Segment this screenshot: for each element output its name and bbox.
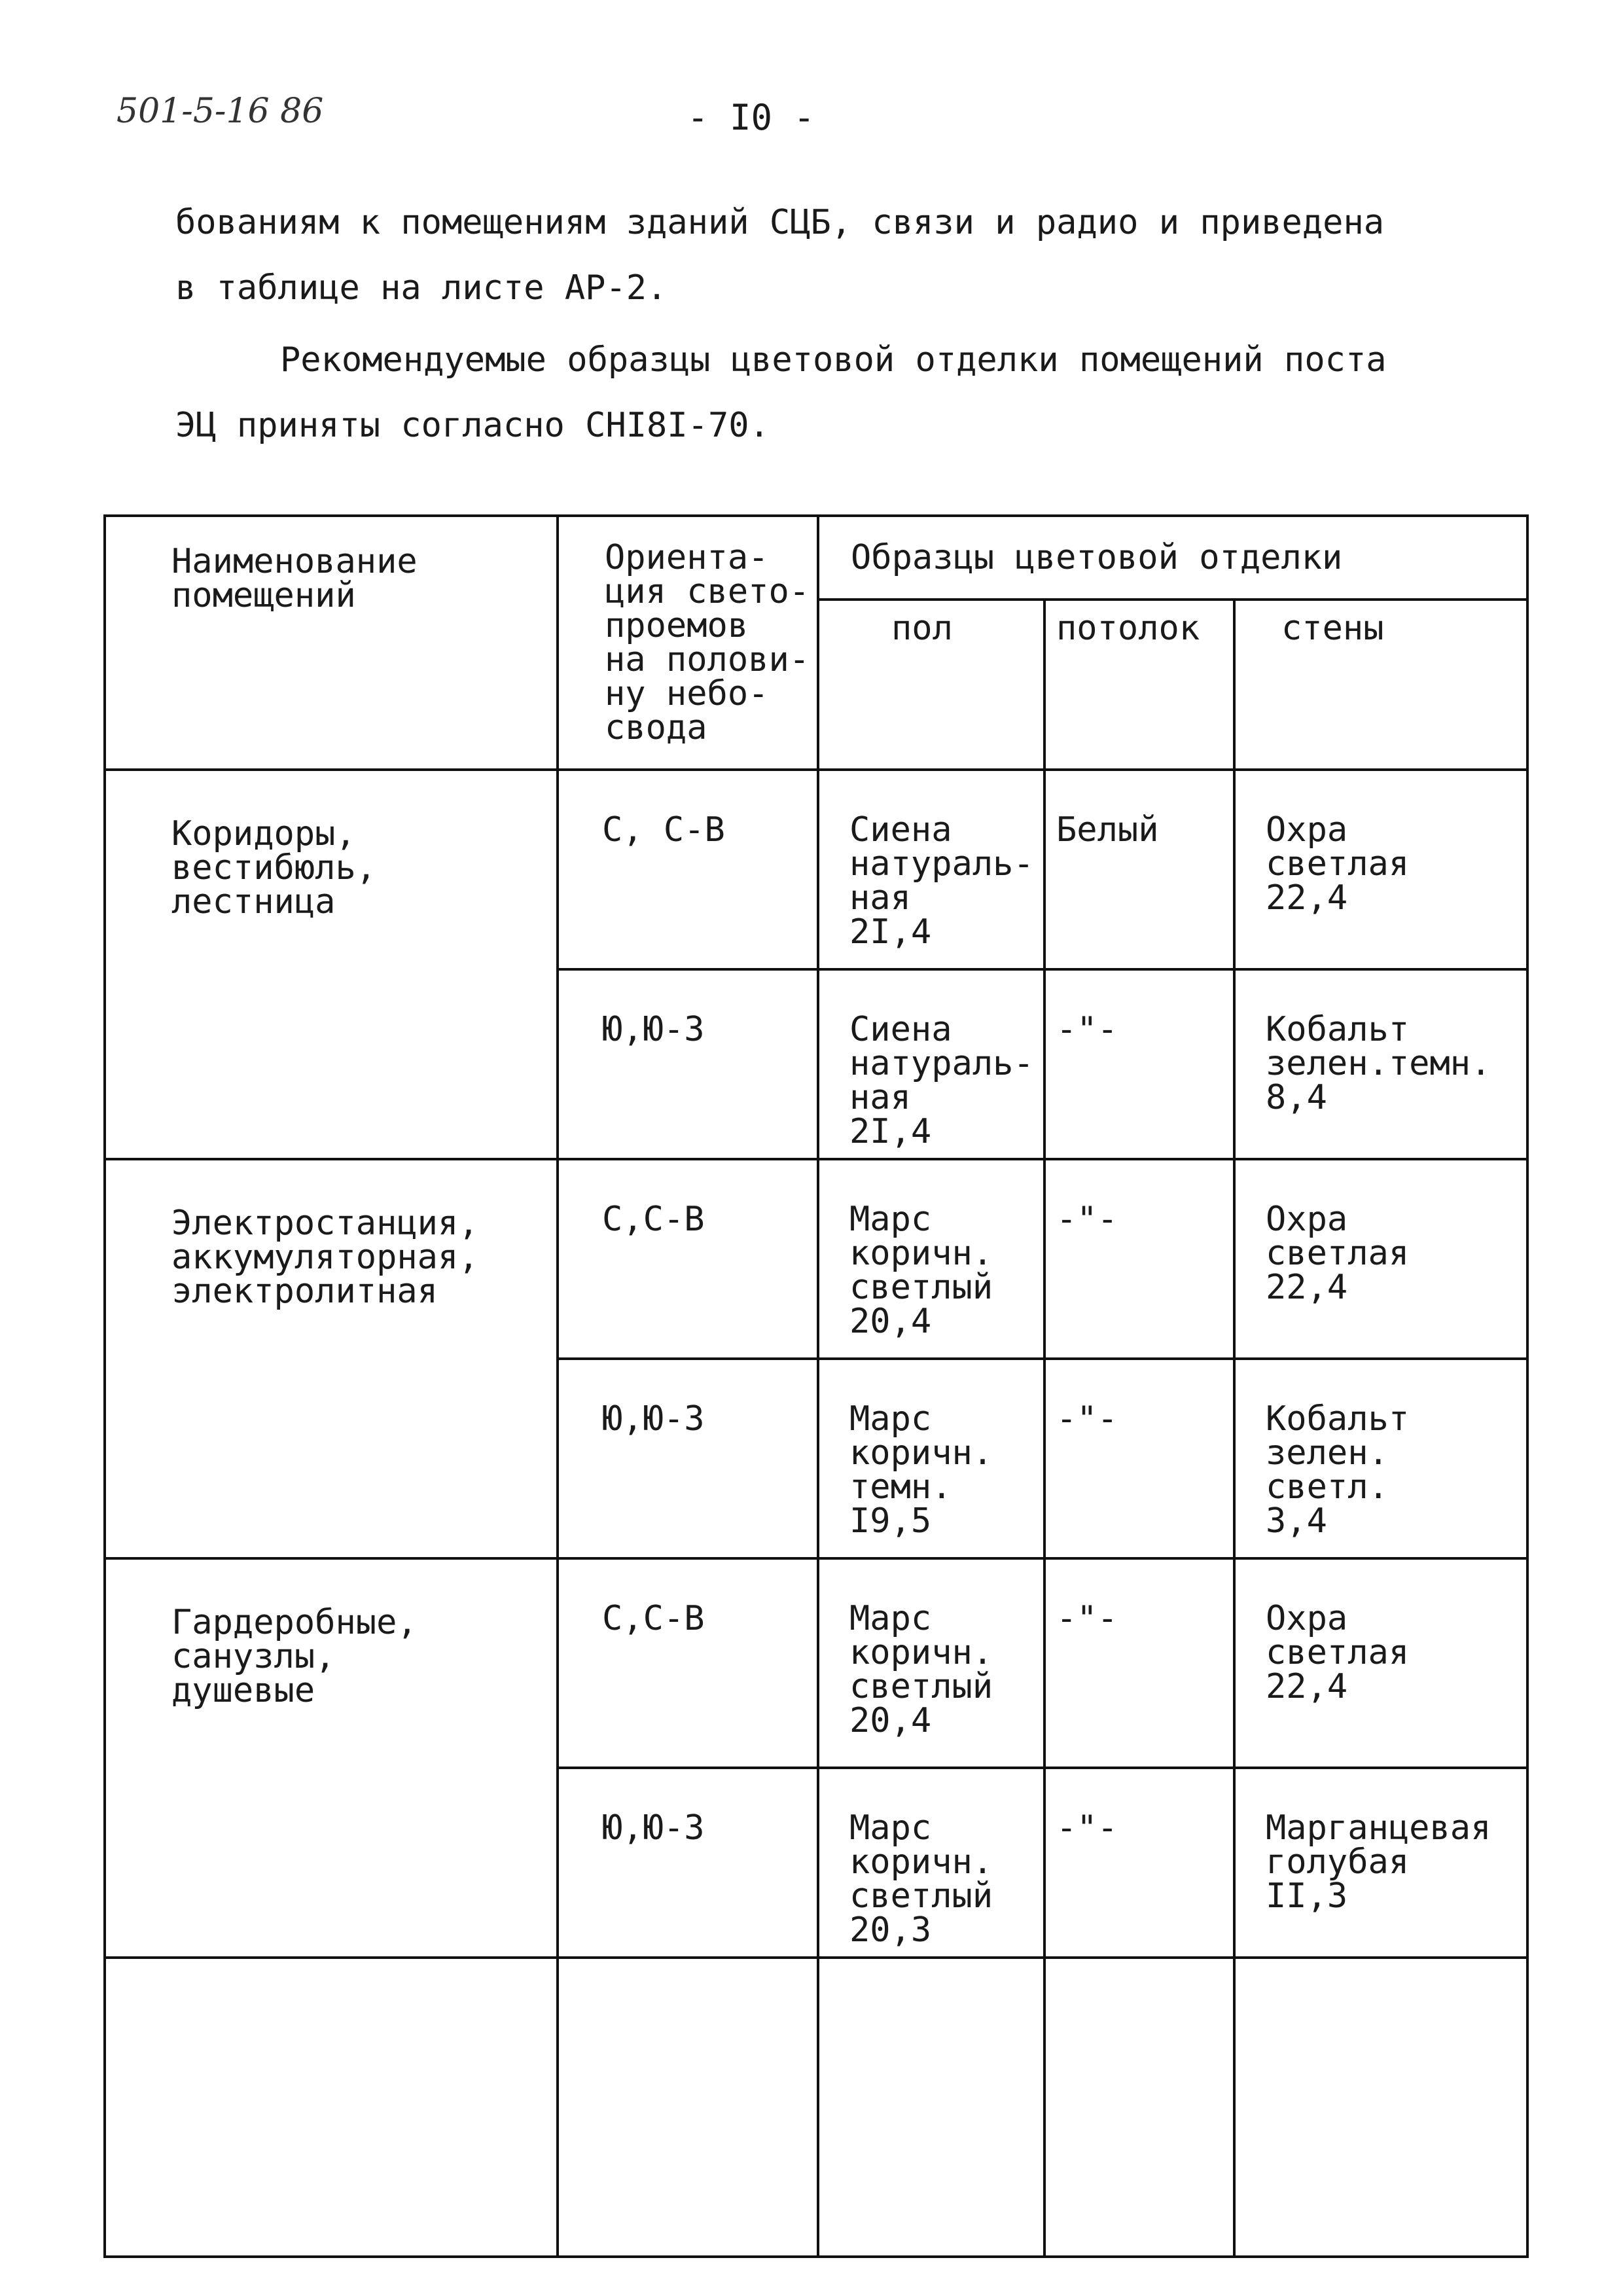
- floor-cell: Марс коричн. светлый 20,4: [818, 1159, 1044, 1359]
- page-number: - I0 -: [687, 97, 815, 138]
- header-orientation: Ориента- ция свето- проемов на полови- ну небо- свода: [558, 516, 818, 770]
- empty-cell: [1234, 1958, 1527, 2257]
- empty-cell: [1044, 1958, 1234, 2257]
- text-line: в таблице на листе АР-2.: [175, 268, 668, 308]
- ceiling-cell: -"-: [1044, 1558, 1234, 1768]
- ceiling-cell: -"-: [1044, 1159, 1234, 1359]
- orientation-cell: Ю,Ю-З: [558, 969, 818, 1159]
- orientation-cell: Ю,Ю-З: [558, 1768, 818, 1958]
- empty-cell: [558, 1958, 818, 2257]
- paragraph-2: [175, 327, 1387, 458]
- walls-cell: Кобальт зелен.темн. 8,4: [1234, 969, 1527, 1159]
- color-finish-table: [103, 514, 1529, 2258]
- floor-cell: Марс коричн. темн. I9,5: [818, 1359, 1044, 1558]
- room-name-cell: Гардеробные, санузлы, душевые: [105, 1558, 558, 1958]
- room-name-cell: Коридоры, вестибюль, лестница: [105, 770, 558, 1159]
- ceiling-cell: -"-: [1044, 1768, 1234, 1958]
- walls-cell: Охра светлая 22,4: [1234, 1159, 1527, 1359]
- walls-cell: Марганцевая голубая II,3: [1234, 1768, 1527, 1958]
- ceiling-cell: Белый: [1044, 770, 1234, 969]
- document-code: 501-5-16 86: [116, 92, 324, 131]
- ceiling-cell: -"-: [1044, 969, 1234, 1159]
- ceiling-cell: -"-: [1044, 1359, 1234, 1558]
- room-name-cell: Электростанция, аккумуляторная, электролитная: [105, 1159, 558, 1558]
- walls-cell: Охра светлая 22,4: [1234, 770, 1527, 969]
- orientation-cell: Ю,Ю-З: [558, 1359, 818, 1558]
- header-color-samples: Образцы цветовой отделки: [818, 516, 1527, 600]
- orientation-cell: С, С-В: [558, 770, 818, 969]
- orientation-cell: С,С-В: [558, 1558, 818, 1768]
- header-room-name: Наименование помещений: [105, 516, 558, 770]
- floor-cell: Сиена натураль- ная 2I,4: [818, 770, 1044, 969]
- empty-cell: [105, 1958, 558, 2257]
- floor-cell: Сиена натураль- ная 2I,4: [818, 969, 1044, 1159]
- text-line: ЭЦ приняты согласно СНI8I-70.: [175, 406, 770, 445]
- header-ceiling: потолок: [1044, 600, 1234, 770]
- floor-cell: Марс коричн. светлый 20,3: [818, 1768, 1044, 1958]
- empty-cell: [818, 1958, 1044, 2257]
- header-walls: стены: [1234, 600, 1527, 770]
- paragraph-1: [175, 190, 1384, 321]
- table-row: [105, 770, 1527, 969]
- table-row: [105, 1558, 1527, 1768]
- floor-cell: Марс коричн. светлый 20,4: [818, 1558, 1044, 1768]
- orientation-cell: С,С-В: [558, 1159, 818, 1359]
- table-row: [105, 1159, 1527, 1359]
- walls-cell: Охра светлая 22,4: [1234, 1558, 1527, 1768]
- walls-cell: Кобальт зелен. светл. 3,4: [1234, 1359, 1527, 1558]
- header-floor: пол: [818, 600, 1044, 770]
- text-line: бованиям к помещениям зданий СЦБ, связи и радио и приведена: [175, 203, 1385, 242]
- text-line: Рекомендуемые образцы цветовой отделки помещений поста: [280, 340, 1387, 380]
- table-row-empty: [105, 1958, 1527, 2257]
